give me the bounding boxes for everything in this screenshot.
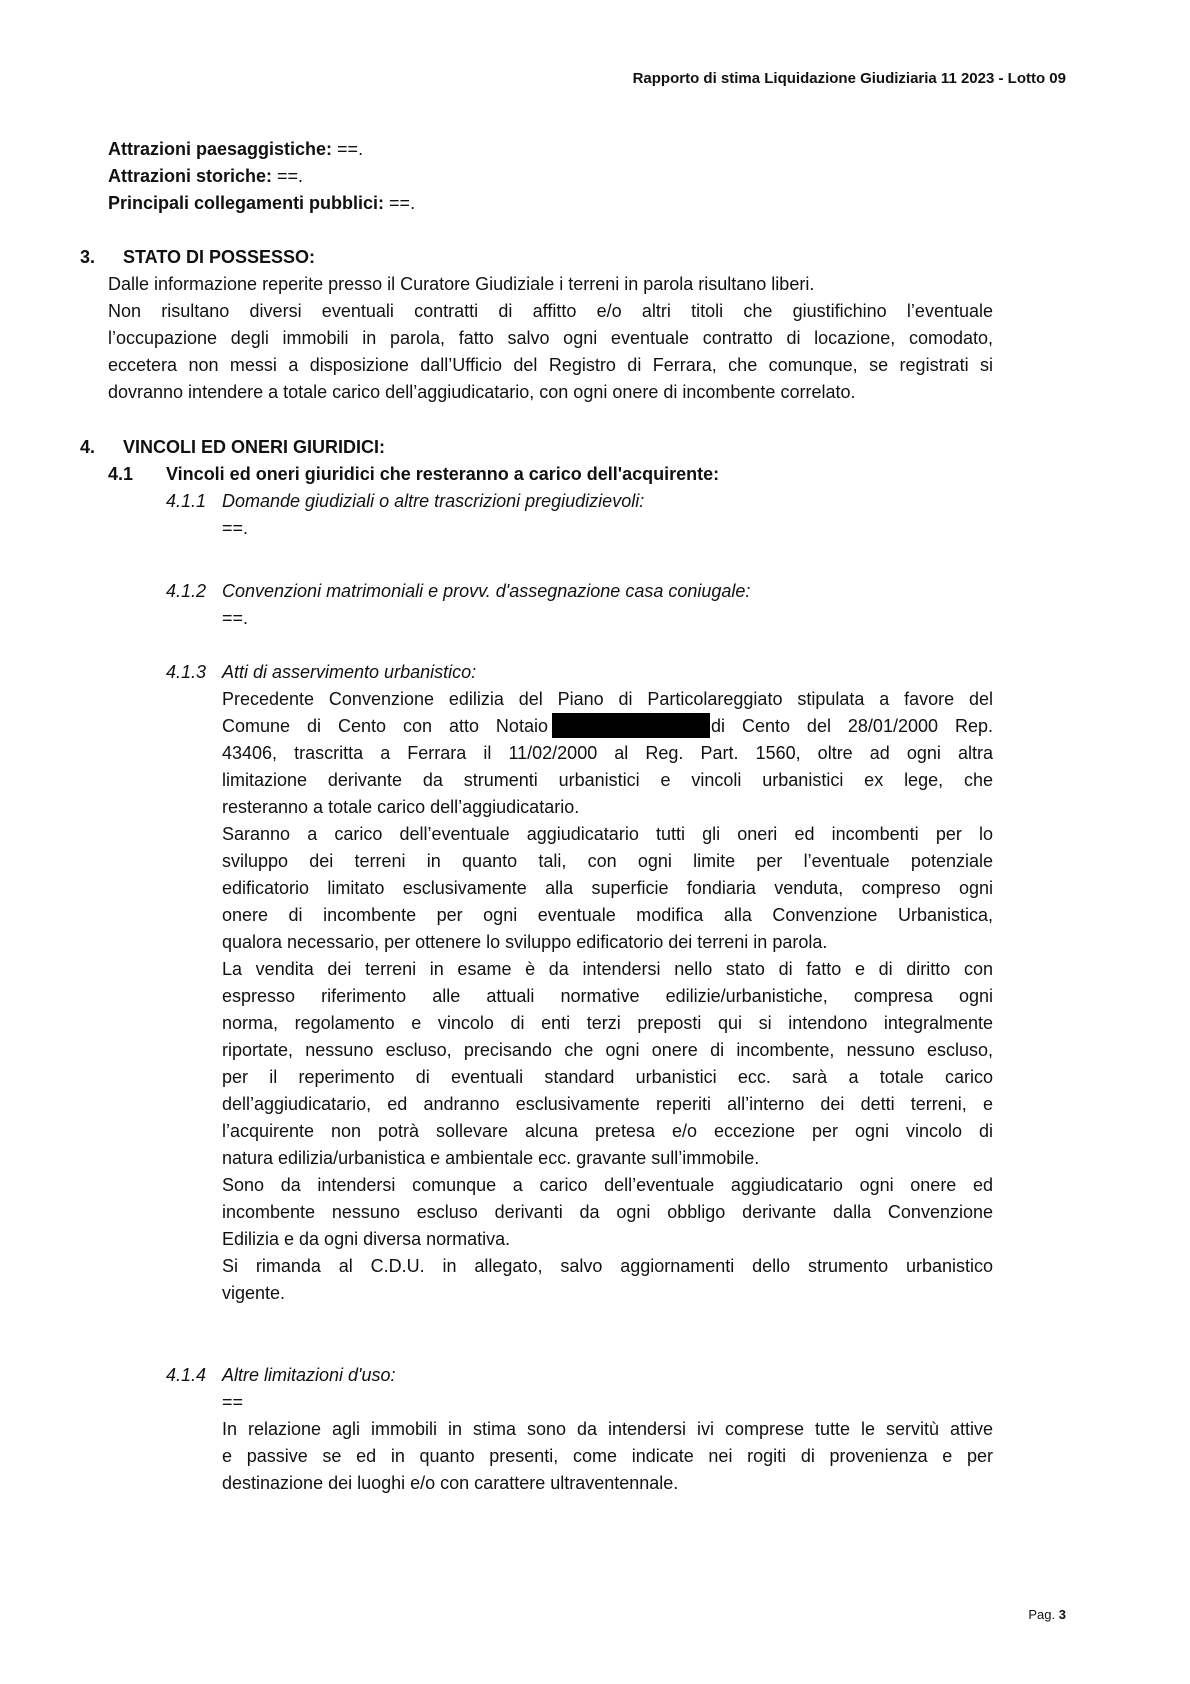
text-line: norma, regolamento e vincolo di enti terzi preposti qui si intendono integralmente bbox=[222, 1013, 993, 1033]
item-4-1-3-title: Atti di asservimento urbanistico: bbox=[222, 662, 477, 682]
section-3-title: STATO DI POSSESSO: bbox=[123, 247, 316, 267]
text-line: per il reperimento di eventuali standard urbanistici ecc. sarà a totale carico bbox=[222, 1067, 993, 1087]
text-line: incombente nessuno escluso derivanti da ogni obbligo derivante dalla Convenzione bbox=[222, 1202, 993, 1222]
text-line-with-redaction bbox=[222, 713, 993, 740]
text-line: natura edilizia/urbanistica e ambientale ecc. gravante sull’immobile. bbox=[222, 1148, 760, 1168]
item-4-1-4-number: 4.1.4 bbox=[166, 1365, 207, 1385]
text-line: La vendita dei terreni in esame è da intendersi nello stato di fatto e di diritto con bbox=[222, 959, 993, 979]
attraction-value: ==. bbox=[332, 139, 364, 159]
text-line: Non risultano diversi eventuali contratti di affitto e/o altri titoli che giustifichino l’eventuale bbox=[108, 301, 993, 321]
text-line: In relazione agli immobili in stima sono da intendersi ivi comprese tutte le servitù attive bbox=[222, 1419, 993, 1439]
text-line: Sono da intendersi comunque a carico dell’eventuale aggiudicatario ogni onere ed bbox=[222, 1175, 993, 1195]
text-line: Dalle informazione reperite presso il Curatore Giudiziale i terreni in parola risultano liberi. bbox=[108, 274, 815, 294]
item-4-1-4-title: Altre limitazioni d'uso: bbox=[222, 1365, 396, 1385]
section-4-title: VINCOLI ED ONERI GIURIDICI: bbox=[123, 437, 386, 457]
text-fragment: Comune di Cento con atto Notaio bbox=[222, 716, 548, 736]
text-line: e passive se ed in quanto presenti, come indicate nei rogiti di provenienza e per bbox=[222, 1446, 993, 1466]
text-line: l’occupazione degli immobili in parola, fatto salvo ogni eventuale contratto di locazione, comodato, bbox=[108, 328, 993, 348]
item-4-1-1-title: Domande giudiziali o altre trascrizioni pregiudizievoli: bbox=[222, 491, 645, 511]
text-line: dell’aggiudicatario, ed andranno esclusivamente reperiti all’interno dei detti terreni, e bbox=[222, 1094, 993, 1114]
attraction-line bbox=[108, 136, 415, 163]
attraction-label: Attrazioni storiche: bbox=[108, 166, 273, 186]
text-line: limitazione derivante da strumenti urbanistici e vincoli urbanistici ex lege, che bbox=[222, 770, 993, 790]
text-line: dovranno intendere a totale carico dell’aggiudicatario, con ogni onere di incombente correlato. bbox=[108, 382, 856, 402]
text-line: espresso riferimento alle attuali normative edilizie/urbanistiche, compresa ogni bbox=[222, 986, 993, 1006]
subsection-4-1-number: 4.1 bbox=[108, 464, 134, 484]
redaction-box bbox=[552, 713, 710, 738]
section-3-number: 3. bbox=[80, 247, 96, 267]
text-fragment: di Cento del 28/01/2000 Rep. bbox=[710, 716, 993, 736]
attraction-label: Attrazioni paesaggistiche: bbox=[108, 139, 333, 159]
text-line: riportate, nessuno escluso, precisando che ogni onere di incombente, nessuno escluso, bbox=[222, 1040, 993, 1060]
item-4-1-4-body bbox=[222, 1416, 993, 1497]
page-number: 3 bbox=[1058, 1607, 1066, 1622]
text-line: eccetera non messi a disposizione dall’Ufficio del Registro di Ferrara, che comunque, se registrati si bbox=[108, 355, 993, 375]
text-line: sviluppo dei terreni in quanto tali, con ogni limite per l’eventuale potenziale bbox=[222, 851, 993, 871]
page-header: Rapporto di stima Liquidazione Giudiziaria 11 2023 - Lotto 09 bbox=[632, 70, 1066, 87]
text-line: edificatorio limitato esclusivamente alla superficie fondiaria venduta, compreso ogni bbox=[222, 878, 993, 898]
attraction-line bbox=[108, 163, 415, 190]
text-line: l’acquirente non potrà sollevare alcuna pretesa e/o eccezione per ogni vincolo di bbox=[222, 1121, 993, 1141]
text-line: vigente. bbox=[222, 1283, 286, 1303]
text-line: Precedente Convenzione edilizia del Piano di Particolareggiato stipulata a favore del bbox=[222, 689, 993, 709]
section-4-number: 4. bbox=[80, 437, 96, 457]
text-line: qualora necessario, per ottenere lo sviluppo edificatorio dei terreni in parola. bbox=[222, 932, 828, 952]
page-footer bbox=[1028, 1607, 1066, 1622]
text-line: resteranno a totale carico dell’aggiudicatario. bbox=[222, 797, 580, 817]
attraction-value: ==. bbox=[384, 193, 416, 213]
page-label: Pag. bbox=[1028, 1607, 1056, 1622]
item-4-1-3-body bbox=[222, 686, 993, 1307]
item-4-1-4-value: == bbox=[222, 1392, 244, 1412]
item-4-1-1-number: 4.1.1 bbox=[166, 491, 207, 511]
text-line: Edilizia e da ogni diversa normativa. bbox=[222, 1229, 511, 1249]
text-line: Saranno a carico dell’eventuale aggiudicatario tutti gli oneri ed incombenti per lo bbox=[222, 824, 993, 844]
attraction-label: Principali collegamenti pubblici: bbox=[108, 193, 385, 213]
attractions-list bbox=[108, 136, 415, 217]
item-4-1-2-number: 4.1.2 bbox=[166, 581, 207, 601]
item-4-1-3-number: 4.1.3 bbox=[166, 662, 207, 682]
text-line: onere di incombente per ogni eventuale modifica alla Convenzione Urbanistica, bbox=[222, 905, 993, 925]
attraction-value: ==. bbox=[272, 166, 304, 186]
section-3-body bbox=[108, 271, 993, 406]
subsection-4-1-title: Vincoli ed oneri giuridici che resteranno a carico dell'acquirente: bbox=[166, 464, 720, 484]
item-4-1-2-title: Convenzioni matrimoniali e provv. d'assegnazione casa coniugale: bbox=[222, 581, 751, 601]
attraction-line bbox=[108, 190, 415, 217]
text-line: 43406, trascritta a Ferrara il 11/02/2000 al Reg. Part. 1560, oltre ad ogni altra bbox=[222, 743, 993, 763]
text-line: destinazione dei luoghi e/o con carattere ultraventennale. bbox=[222, 1473, 679, 1493]
text-line: Si rimanda al C.D.U. in allegato, salvo aggiornamenti dello strumento urbanistico bbox=[222, 1256, 993, 1276]
item-4-1-2-value: ==. bbox=[222, 608, 249, 628]
item-4-1-1-value: ==. bbox=[222, 518, 249, 538]
